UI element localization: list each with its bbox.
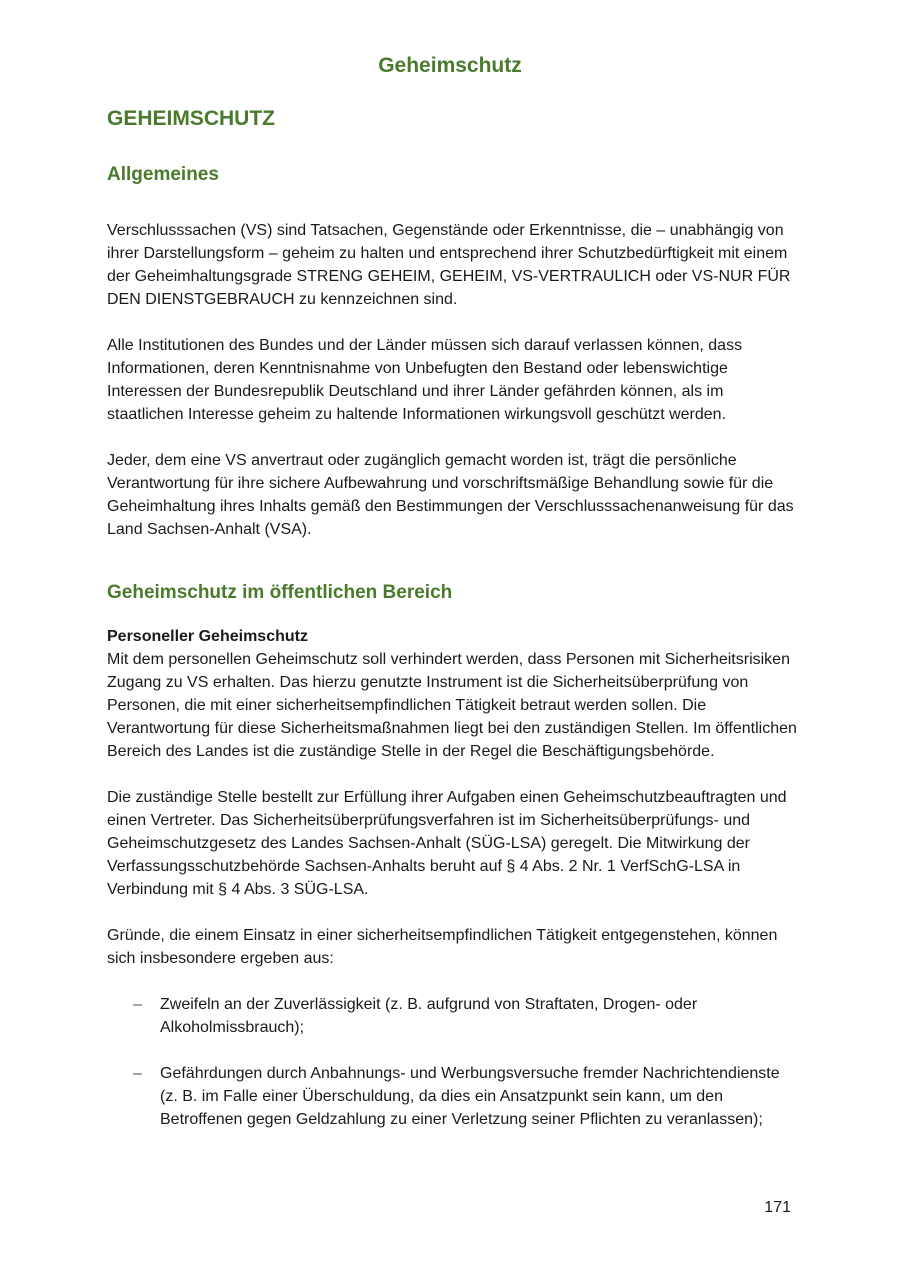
dash-bullet: –	[133, 996, 142, 1013]
dash-bullet: –	[133, 1065, 142, 1082]
paragraph: Die zuständige Stelle bestellt zur Erfüllung ihrer Aufgaben einen Geheimschutzbeauftragten und einen Vertreter. Das Sicherheitsüberprüfungsverfahren ist im Sicherheitsüberprüfungs- und Geheimschutzgesetz des Landes Sachsen-Anhalt (SÜG-LSA) geregelt. Die Mitwirkung der Verfassungsschutzbehörde Sachsen-Anhalts beruht auf § 4 Abs. 2 Nr. 1 VerfSchG-LSA in Verbindung mit § 4 Abs. 3 SÜG-LSA.	[107, 789, 787, 898]
paragraph: Gründe, die einem Einsatz in einer sicherheitsempfindlichen Tätigkeit entgegenstehen, können sich insbesondere ergeben aus:	[107, 927, 778, 967]
list-item-text: Gefährdungen durch Anbahnungs- und Werbungsversuche fremder Nachrichtendienste (z. B. im Falle einer Überschuldung, da dies ein Ansatzpunkt sein kann, um den Betroffenen gegen Geldzahlung zu einer Verletzung seiner Pflichten zu veranlassen);	[160, 1065, 780, 1128]
paragraph: Verschlusssachen (VS) sind Tatsachen, Gegenstände oder Erkenntnisse, die – unabhängig von ihrer Darstellungsform – geheim zu halten und entsprechend ihrer Schutzbedürftigkeit mit einem der Geheimhaltungsgrade STRENG GEHEIM, GEHEIM, VS-VERTRAULICH oder VS-NUR FÜR DEN DIENSTGEBRAUCH zu kennzeichnen sind.	[107, 222, 791, 308]
section-heading-oeffentlicher-bereich: Geheimschutz im öffentlichen Bereich	[107, 582, 453, 603]
list-item	[107, 993, 797, 1039]
paragraph: Jeder, dem eine VS anvertraut oder zugänglich gemacht worden ist, trägt die persönliche Verantwortung für ihre sichere Aufbewahrung und vorschriftsmäßige Behandlung sowie für die Geheimhaltung ihres Inhalts gemäß den Bestimmungen der Verschlusssachenanweisung für das Land Sachsen-Anhalt (VSA).	[107, 452, 794, 538]
page-title: GEHEIMSCHUTZ	[107, 107, 275, 130]
paragraph: Alle Institutionen des Bundes und der Länder müssen sich darauf verlassen können, dass Informationen, deren Kenntnisnahme von Unbefugten den Bestand oder lebenswichtige Interessen der Bundesrepublik Deutschland und ihrer Länder gefährden können, als im staatlichen Interesse geheim zu haltende Informationen wirkungsvoll geschützt werden.	[107, 337, 743, 423]
page-number: 171	[764, 1199, 791, 1216]
list-item-text: Zweifeln an der Zuverlässigkeit (z. B. aufgrund von Straftaten, Drogen- oder Alkoholmissbrauch);	[160, 996, 698, 1036]
section-heading-allgemeines: Allgemeines	[107, 164, 219, 185]
subsection-heading: Personeller Geheimschutz	[107, 628, 308, 645]
page-content	[107, 104, 797, 1154]
paragraph: Mit dem personellen Geheimschutz soll verhindert werden, dass Personen mit Sicherheitsrisiken Zugang zu VS erhalten. Das hierzu genutzte Instrument ist die Sicherheitsüberprüfung von Personen, die mit einer sicherheitsempfindlichen Tätigkeit betraut werden sollen. Die Verantwortung für diese Sicherheitsmaßnahmen liegt bei den zuständigen Stellen. Im öffentlichen Bereich des Landes ist die zuständige Stelle in der Regel die Beschäftigungsbehörde.	[107, 651, 797, 760]
running-header: Geheimschutz	[378, 54, 522, 77]
reasons-list	[107, 993, 797, 1131]
list-item	[107, 1062, 797, 1131]
